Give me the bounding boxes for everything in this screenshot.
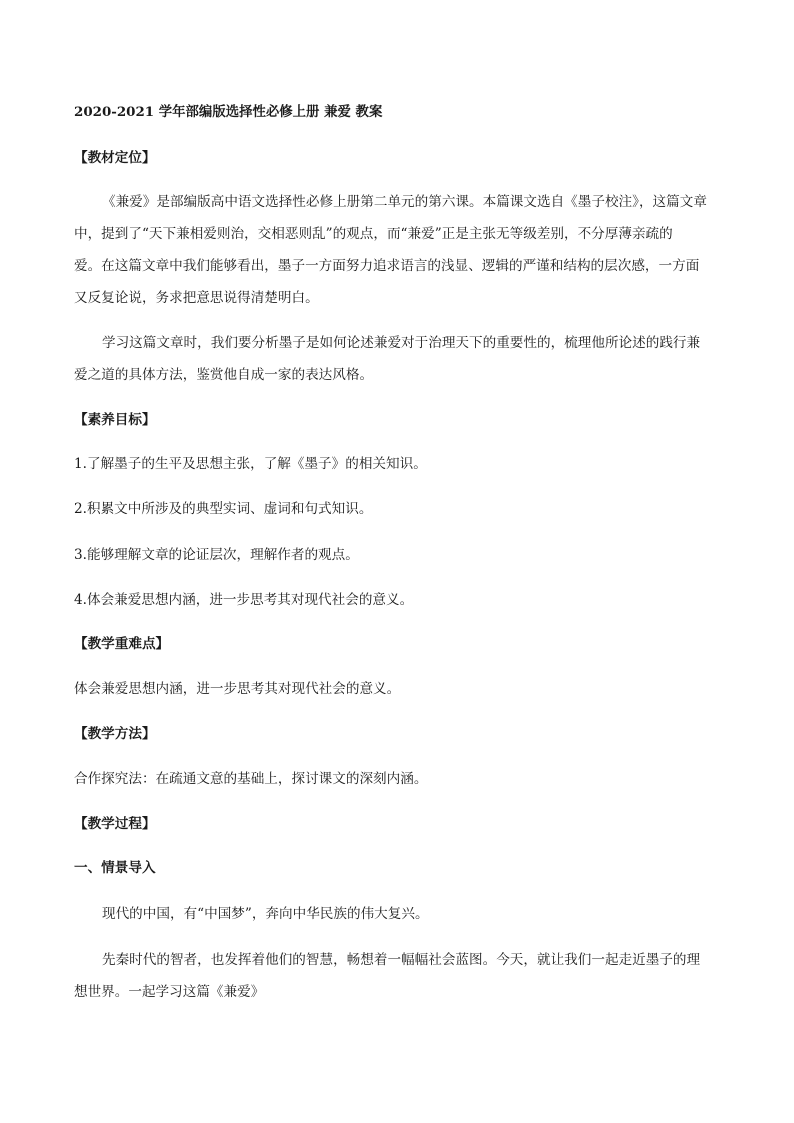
paragraph-line: 中，提到了“天下兼相爱则治，交相恶则乱”的观点，而“兼爱”正是主张无等级差别，不分厚薄亲疏的 [74,226,673,242]
paragraph-line: 爱。在这篇文章中我们能够看出，墨子一方面努力追求语言的浅显、逻辑的严谨和结构的层次感，一方面 [74,258,700,274]
paragraph-line: 先秦时代的智者，也发挥着他们的智慧，畅想着一幅幅社会蓝图。今天，就让我们一起走近墨子的理 [102,952,701,968]
heading-methods: 【教学方法】 [74,726,156,742]
paragraph-line: 想世界。一起学习这篇《兼爱》 [74,984,265,1000]
sub-heading-intro: 一、情景导入 [74,860,156,876]
paragraph-line: 《兼爱》是部编版高中语文选择性必修上册第二单元的第六课。本篇课文选自《墨子校注》，这篇文章 [102,194,707,210]
heading-goals: 【素养目标】 [74,412,156,428]
goal-item: 2.积累文中所涉及的典型实词、虚词和句式知识。 [74,501,373,517]
paragraph-line: 学习这篇文章时，我们要分析墨子是如何论述兼爱对于治理天下的重要性的，梳理他所论述的践行兼 [102,335,701,351]
goal-item: 4.体会兼爱思想内涵，进一步思考其对现代社会的意义。 [74,592,414,608]
document-title: 2020-2021 学年部编版选择性必修上册 兼爱 教案 [74,104,383,120]
goal-item: 3.能够理解文章的论证层次，理解作者的观点。 [74,547,359,563]
paragraph-line: 又反复论说，务求把意思说得清楚明白。 [74,290,319,306]
goal-item: 1.了解墨子的生平及思想主张，了解《墨子》的相关知识。 [74,456,427,472]
methods-text: 合作探究法：在疏通文意的基础上，探讨课文的深刻内涵。 [74,771,428,787]
paragraph-line: 现代的中国，有“中国梦”，奔向中华民族的伟大复兴。 [102,906,429,922]
heading-process: 【教学过程】 [74,816,156,832]
heading-positioning: 【教材定位】 [74,150,156,166]
paragraph-line: 爱之道的具体方法，鉴赏他自成一家的表达风格。 [74,367,374,383]
key-points-text: 体会兼爱思想内涵，进一步思考其对现代社会的意义。 [74,681,401,697]
heading-key-points: 【教学重难点】 [74,636,170,652]
